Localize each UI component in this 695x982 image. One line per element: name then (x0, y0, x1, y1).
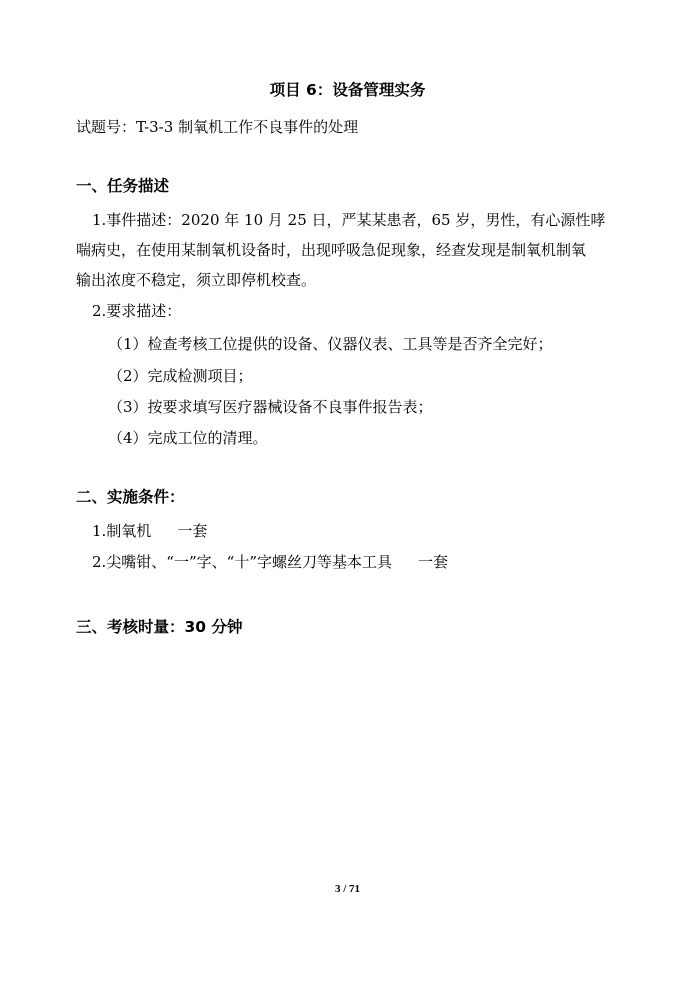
document-title: 项目 6：设备管理实务 (269, 81, 426, 99)
condition-item-qty: 一套 (177, 522, 208, 540)
requirement-item: （4）完成工位的清理。 (108, 429, 268, 447)
question-number: 试题号：T-3-3 制氧机工作不良事件的处理 (76, 118, 359, 136)
condition-item (92, 552, 448, 572)
requirement-item: （3）按要求填写医疗器械设备不良事件报告表； (108, 398, 433, 416)
section-conditions-heading: 二、实施条件： (76, 488, 185, 506)
requirement-item: （2）完成检测项目； (108, 367, 253, 385)
condition-item-name: 2.尖嘴钳、“一”字、“十”字螺丝刀等基本工具 (92, 553, 392, 571)
task-requirements-label: 2.要求描述： (92, 302, 182, 320)
condition-item-qty: 一套 (418, 553, 449, 571)
task-event-line-1: 1.事件描述：2020 年 10 月 25 日，严某某患者，65 岁，男性，有心源性哮 (92, 211, 606, 229)
task-event-line-3: 输出浓度不稳定，须立即停机校查。 (76, 271, 317, 289)
page-number: 3 / 71 (334, 883, 361, 895)
condition-item (92, 521, 207, 541)
condition-item-name: 1.制氧机 (92, 522, 152, 540)
task-event-line-2: 喘病史，在使用某制氧机设备时，出现呼吸急促现象，经查发现是制氧机制氧 (76, 241, 587, 259)
section-duration-heading: 三、考核时量：30 分钟 (76, 618, 243, 636)
requirement-item: （1）检查考核工位提供的设备、仪器仪表、工具等是否齐全完好； (108, 335, 553, 353)
section-task-heading: 一、任务描述 (76, 177, 170, 195)
